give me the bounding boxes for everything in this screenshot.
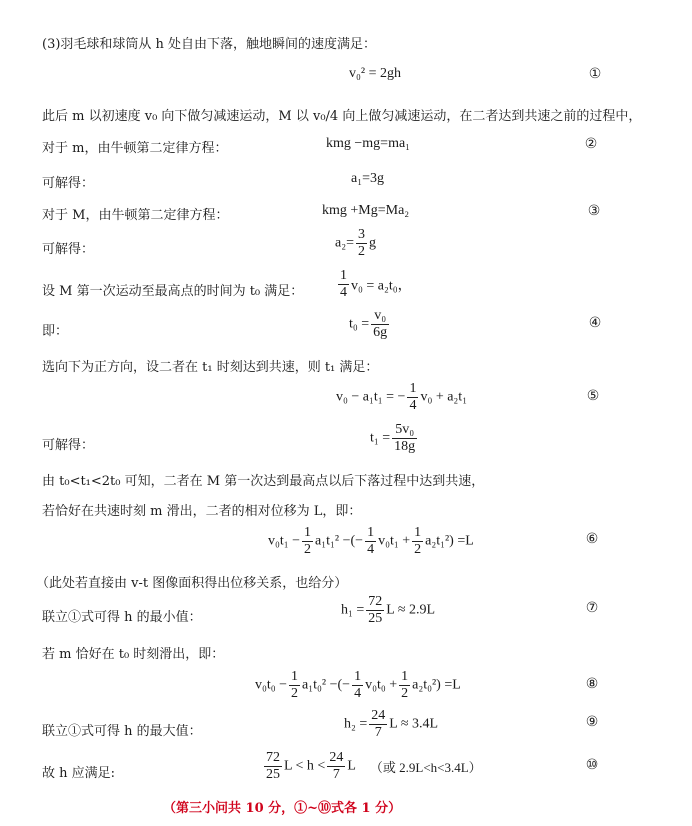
equation-2: kmg −mg=ma₁ xyxy=(326,136,411,151)
newton-m-line: 对于 m，由牛顿第二定律方程： xyxy=(42,141,228,156)
equation-5: v₀ − a₁t₁ = − $\frac{1}{4}$ v₀ + a₂t₁ xyxy=(336,381,468,414)
solve-line-2: 可解得： xyxy=(42,242,95,257)
eq-number-6: ⑥ xyxy=(585,531,599,547)
note-line: （此处若直接由 v-t 图像面积得出位移关系，也给分） xyxy=(36,576,348,591)
range-line: 由 t₀<t₁<2t₀ 可知，二者在 M 第一次达到最高点以后下落过程中达到共速， xyxy=(42,474,485,489)
solve-line-3: 可解得： xyxy=(42,438,95,453)
solve-line-1: 可解得： xyxy=(42,176,95,191)
conclusion-line: 故 h 应满足: xyxy=(42,766,116,781)
equation-a2: a₂= $\frac{3}{2}$ g xyxy=(335,227,376,260)
equation-10: $\frac{72}{25}$ L < h < $\frac{24}{7}$ L （或 2.9L<h<3.4L） xyxy=(266,750,482,783)
slide-line: 若恰好在共速时刻 m 滑出，二者的相对位移为 L，即： xyxy=(42,504,362,519)
equation-1: v₀² = 2gh xyxy=(349,66,401,81)
eq-number-9: ⑨ xyxy=(585,714,599,730)
eq-number-8: ⑧ xyxy=(585,676,599,692)
eq-number-5: ⑤ xyxy=(586,388,600,404)
t0-condition-line: 设 M 第一次运动至最高点的时间为 t₀ 满足： xyxy=(42,284,304,299)
eq-number-7: ⑦ xyxy=(585,600,599,616)
eq-number-10: ⑩ xyxy=(585,757,599,773)
equation-3: kmg +Mg=Ma₂ xyxy=(322,203,410,218)
min-h-line: 联立①式可得 h 的最小值： xyxy=(42,610,202,625)
newton-M-line: 对于 M，由牛顿第二定律方程： xyxy=(42,208,229,223)
eq-number-4: ④ xyxy=(588,315,602,331)
intro-line: (3)羽毛球和球筒从 h 处自由下落，触地瞬间的速度满足： xyxy=(42,37,377,52)
equation-4: t₀ = $\frac{\text{v₀}}{6g}$ xyxy=(349,308,388,341)
scoring-note: （第三小问共 10 分，①~⑩式各 1 分） xyxy=(163,801,402,816)
ie-line: 即： xyxy=(42,324,69,339)
eq-number-1: ① xyxy=(588,66,602,82)
equation-6: v₀t₁ − $\frac{1}{2}$ a₁t₁² −(− $\frac{1}{4}$ v₀t₁ + $\frac{1}{2}$ a₂t₁²) =L xyxy=(268,525,474,558)
max-h-line: 联立①式可得 h 的最大值： xyxy=(42,724,202,739)
eq-number-2: ② xyxy=(584,136,598,152)
equation-a1: a₁=3g xyxy=(351,171,384,186)
equation-t0-condition: $\frac{1}{4}$ v₀ = a₂t₀， xyxy=(340,268,412,301)
equation-8: v₀t₀ − $\frac{1}{2}$ a₁t₀² −(− $\frac{1}{4}$ v₀t₀ + $\frac{1}{2}$ a₂t₀²) =L xyxy=(255,669,461,702)
eq-number-3: ③ xyxy=(587,203,601,219)
process-line: 此后 m 以初速度 v₀ 向下做匀减速运动，M 以 v₀/4 向上做匀减速运动，在二者达到共速之前的过程中， xyxy=(42,109,642,124)
t0-slide-line: 若 m 恰好在 t₀ 时刻滑出，即： xyxy=(42,647,225,662)
equation-t1: t₁ = $\frac{\text{5v₀}}{18g}$ xyxy=(370,422,416,455)
equation-7: h₁ = $\frac{72}{25}$ L ≈ 2.9L xyxy=(341,594,436,627)
equation-9: h₂ = $\frac{24}{7}$ L ≈ 3.4L xyxy=(344,708,439,741)
direction-line: 选向下为正方向，设二者在 t₁ 时刻达到共速，则 t₁ 满足： xyxy=(42,360,379,375)
